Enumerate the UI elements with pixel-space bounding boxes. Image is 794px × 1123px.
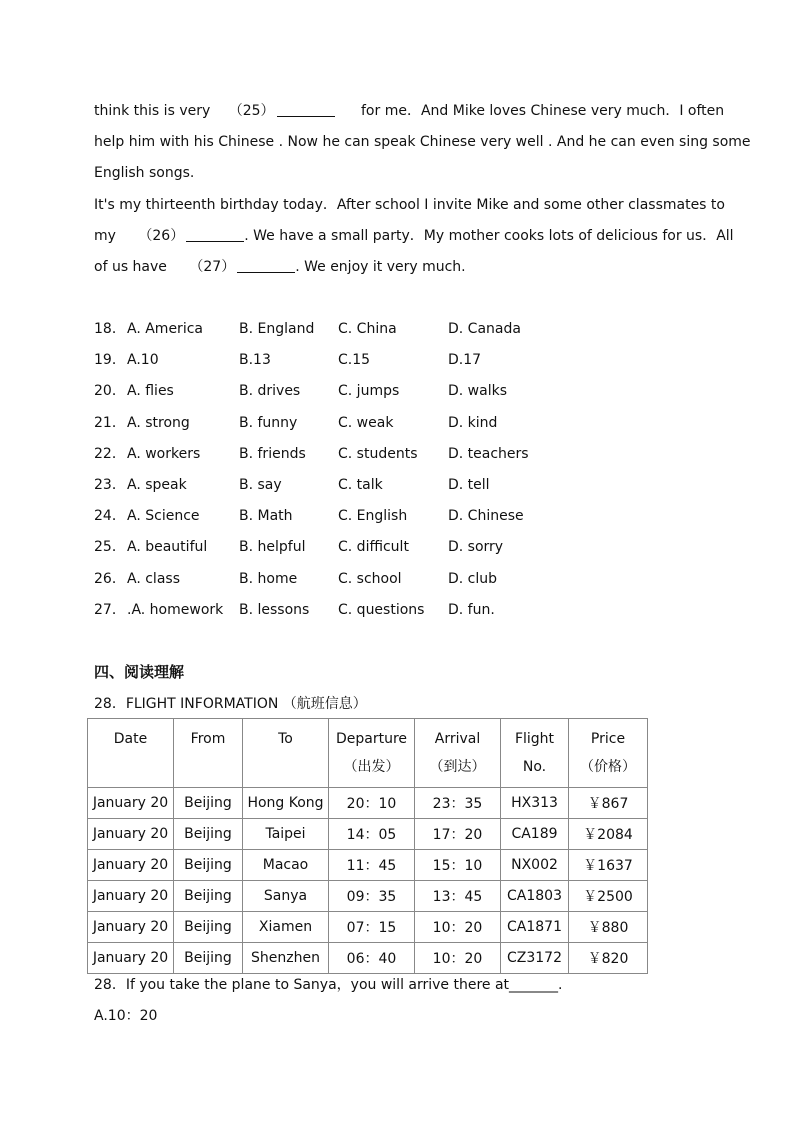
header-sublabel: （出发） (343, 759, 400, 775)
option-c: C. school (338, 570, 402, 587)
option-c: C. students (338, 445, 418, 462)
question-number: 22． (94, 445, 126, 462)
header-label: Departure (335, 731, 408, 747)
option-a: A. speak (127, 477, 187, 493)
table-cell: ￥880 (569, 912, 648, 943)
option-d: D. tell (448, 477, 490, 493)
table-cell: January 20 (88, 788, 174, 819)
table-cell: 11：45 (329, 850, 415, 881)
passage-text: my (94, 228, 116, 244)
table-cell: 20：10 (329, 788, 415, 819)
table-cell: Xiamen (243, 912, 329, 943)
option-a: A. class (127, 570, 180, 587)
table-cell: 13：45 (415, 881, 501, 912)
question-number: 27． (94, 601, 126, 618)
table-cell: CA1803 (501, 881, 569, 912)
header-sublabel: No. (522, 759, 547, 775)
question-number: 18． (94, 321, 126, 337)
option-b: B. lessons (239, 601, 310, 618)
option-b: B. say (239, 477, 282, 493)
table-row (88, 788, 648, 819)
table-cell: January 20 (88, 881, 174, 912)
header-cell (415, 719, 501, 788)
option-b: B. friends (239, 445, 306, 462)
table-row (88, 912, 648, 943)
table-cell: Beijing (174, 819, 243, 850)
passage-line-2 (94, 132, 751, 152)
option-a: A. America (127, 321, 203, 337)
passage-text: for me．And Mike loves Chinese very much．I often (361, 103, 725, 119)
header-label: Price (590, 731, 626, 747)
question-number: 21． (94, 414, 126, 431)
table-cell: January 20 (88, 912, 174, 943)
table-cell: 17：20 (415, 819, 501, 850)
flight-table (87, 718, 648, 974)
table-row (88, 819, 648, 850)
table-cell: 10：20 (415, 943, 501, 974)
option-b: B. funny (239, 414, 298, 431)
passage-line-1 (94, 101, 725, 121)
option-c: C. difficult (338, 539, 409, 556)
header-cell (501, 719, 569, 788)
question-number: 20． (94, 383, 126, 400)
blank-number: （27） (189, 259, 236, 275)
answer-option-a: A.10：20 (94, 1008, 158, 1024)
option-c: C. talk (338, 477, 383, 493)
table-cell: Beijing (174, 850, 243, 881)
blank-number: （26） (138, 228, 185, 244)
option-c: C. questions (338, 601, 425, 618)
option-c: C.15 (338, 352, 371, 369)
header-cell (569, 719, 648, 788)
table-cell: CA1871 (501, 912, 569, 943)
question-number: 25． (94, 539, 126, 556)
option-b: B. Math (239, 508, 293, 525)
option-d: D. walks (448, 383, 508, 400)
table-body (88, 788, 648, 974)
table-cell: Beijing (174, 943, 243, 974)
option-a: A. workers (127, 445, 201, 462)
table-title: 28．FLIGHT INFORMATION （航班信息） (94, 696, 367, 712)
table-header-row (88, 719, 648, 788)
table-cell: HX313 (501, 788, 569, 819)
option-a: A. Science (127, 508, 200, 525)
table-cell: 23：35 (415, 788, 501, 819)
passage-text: It's my thirteenth birthday today．After school I invite Mike and some other classmates to (94, 197, 725, 213)
option-b: B. home (239, 570, 298, 587)
table-cell: Beijing (174, 881, 243, 912)
option-d: D. Chinese (448, 508, 524, 525)
header-label: Flight (514, 731, 555, 747)
table-cell: Beijing (174, 788, 243, 819)
table-row (88, 881, 648, 912)
answer-blank (186, 227, 244, 242)
table-cell: 09：35 (329, 881, 415, 912)
header-sublabel: （价格） (580, 759, 636, 775)
option-d: D. teachers (448, 445, 529, 462)
header-cell (174, 719, 243, 788)
passage-text: English songs. (94, 165, 195, 181)
header-label: Date (113, 731, 148, 747)
table-cell: Macao (243, 850, 329, 881)
section-title: 四、阅读理解 (94, 663, 185, 681)
passage-text: help him with his Chinese . Now he can speak Chinese very well . And he can even sing some (94, 134, 751, 150)
table-row (88, 943, 648, 974)
passage-line-3 (94, 163, 700, 183)
table-cell: ￥820 (569, 943, 648, 974)
option-c: C. English (338, 508, 408, 525)
question-number: 19． (94, 352, 126, 369)
table-cell: ￥2084 (569, 819, 648, 850)
blank-number: （25） (228, 103, 275, 119)
question-number: 23． (94, 477, 126, 493)
table-cell: 15：10 (415, 850, 501, 881)
table-cell: 06：40 (329, 943, 415, 974)
question-number: 24． (94, 508, 126, 525)
option-c: C. weak (338, 414, 394, 431)
table-cell: 14：05 (329, 819, 415, 850)
table-cell: ￥1637 (569, 850, 648, 881)
table-cell: Sanya (243, 881, 329, 912)
answer-blank (237, 258, 295, 273)
question-28: 28．If you take the plane to Sanya，you will arrive there at_______. (94, 977, 563, 993)
header-cell (243, 719, 329, 788)
passage-text: think this is very (94, 103, 211, 119)
header-label: To (278, 731, 293, 747)
table-cell: January 20 (88, 850, 174, 881)
option-b: B. helpful (239, 539, 306, 556)
option-b: B. England (239, 321, 315, 337)
table-cell: CZ3172 (501, 943, 569, 974)
option-d: D. fun. (448, 601, 495, 618)
option-a: A. beautiful (127, 539, 208, 556)
option-d: D.17 (448, 352, 482, 369)
option-b: B. drives (239, 383, 301, 400)
table-cell: ￥2500 (569, 881, 648, 912)
header-cell (88, 719, 174, 788)
option-a: .A. homework (127, 601, 224, 618)
passage-text: . We enjoy it very much. (295, 259, 466, 275)
header-label: From (190, 731, 226, 747)
table-cell: CA189 (501, 819, 569, 850)
passage-text: . We have a small party．My mother cooks lots of delicious for us．All (244, 228, 734, 244)
option-a: A.10 (127, 352, 159, 369)
table-cell: Hong Kong (243, 788, 329, 819)
passage-line-4 (94, 195, 725, 215)
passage-line-6 (94, 257, 700, 277)
option-d: D. sorry (448, 539, 504, 556)
table-cell: Shenzhen (243, 943, 329, 974)
table-cell: ￥867 (569, 788, 648, 819)
table-cell: January 20 (88, 819, 174, 850)
header-cell (329, 719, 415, 788)
table-cell: Taipei (243, 819, 329, 850)
option-d: D. Canada (448, 321, 521, 337)
header-sublabel: （到达） (429, 759, 486, 775)
table-cell: 10：20 (415, 912, 501, 943)
table-cell: Beijing (174, 912, 243, 943)
option-a: A. strong (127, 414, 190, 431)
option-d: D. kind (448, 414, 498, 431)
table-row (88, 850, 648, 881)
option-b: B.13 (239, 352, 271, 369)
option-c: C. jumps (338, 383, 400, 400)
answer-blank (277, 102, 335, 117)
passage-text: of us have (94, 259, 167, 275)
question-number: 26． (94, 570, 126, 587)
table-cell: 07：15 (329, 912, 415, 943)
table-cell: January 20 (88, 943, 174, 974)
header-label: Arrival (434, 731, 481, 747)
option-d: D. club (448, 570, 498, 587)
table-cell: NX002 (501, 850, 569, 881)
option-c: C. China (338, 321, 397, 337)
passage-line-5 (94, 226, 734, 246)
option-a: A. flies (127, 383, 174, 400)
